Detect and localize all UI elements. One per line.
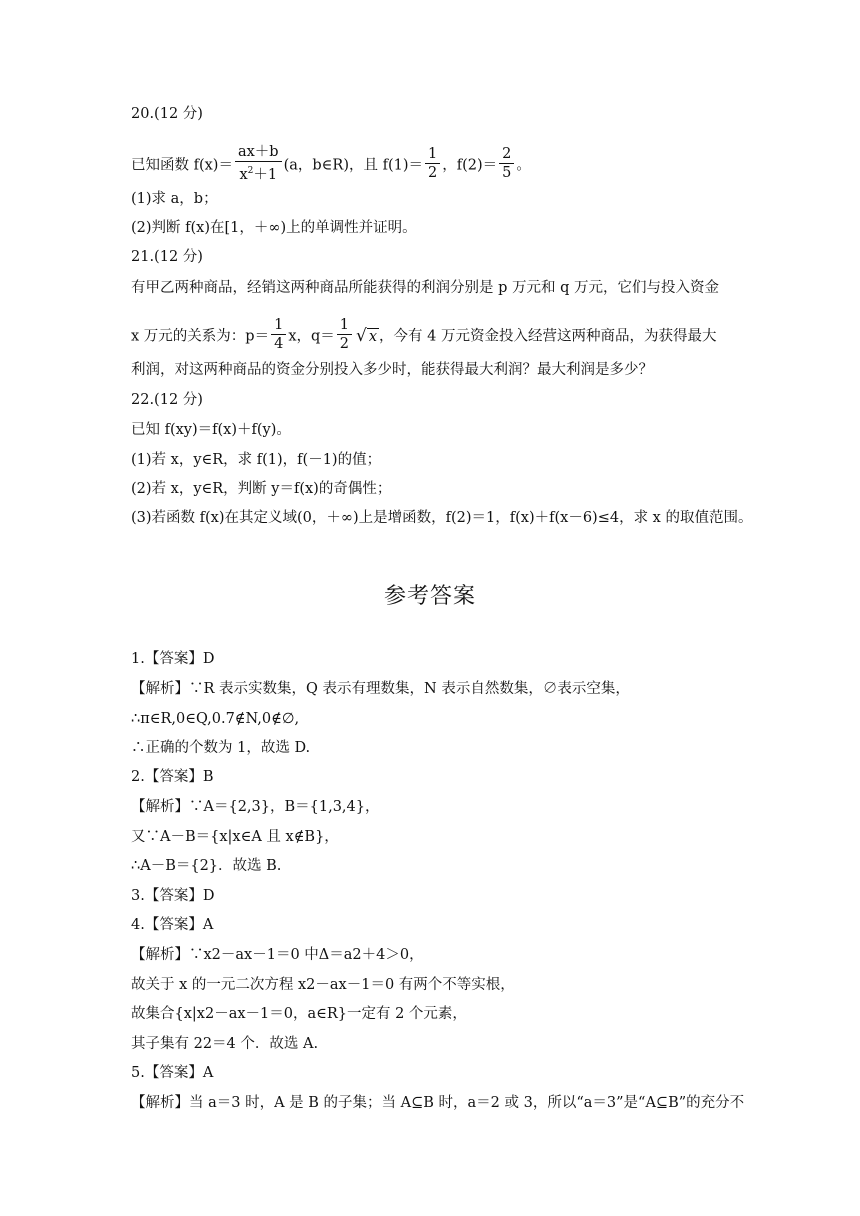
answer-line: 【解析】当 a＝3 时，A 是 B 的子集；当 A⊆B 时，a＝2 或 3，所以“a＝3”是“A⊆B”的充分不 [131,1095,745,1111]
answer-line: 5.【答案】A [131,1065,214,1081]
q21-sqrt [356,326,379,347]
q22-part3: (3)若函数 f(x)在其定义域(0，＋∞)上是增函数，f(2)＝1，f(x)＋f(x－6)≤4，求 x 的取值范围。 [131,510,753,526]
q21-q-num: 1 [337,316,352,335]
q20-given-end: 。 [516,157,531,174]
q21-header: 21.(12 分) [131,249,203,265]
q20-given-mid2: ，f(2)＝ [442,157,498,174]
q20-f1-fraction [425,145,440,182]
answer-line: 又∵A－B＝{x|x∈A 且 x∉B}， [131,829,339,845]
q20-part1: (1)求 a，b； [131,191,218,207]
answer-line: 【解析】∵x2－ax－1＝0 中Δ＝a2＋4＞0， [131,947,424,963]
q21-p-fraction [271,316,286,353]
q21-sqrt-arg: x [368,328,378,345]
q21-q-fraction [337,316,352,353]
q20-f2-num: 2 [499,145,514,164]
q20-given-mid: (a，b∈R)，且 f(1)＝ [283,157,423,174]
q20-function-fraction [235,143,282,184]
q20-given-prefix: 已知函数 f(x)＝ [131,157,233,174]
q20-frac-numerator: ax＋b [235,143,282,162]
q21-line2 [131,318,717,355]
q21-line1: 有甲乙两种商品，经销这两种商品所能获得的利润分别是 p 万元和 q 万元，它们与投入资金 [131,280,719,296]
q21-q-den: 2 [339,336,350,352]
q22-given: 已知 f(xy)＝f(x)＋f(y)。 [131,422,291,438]
answer-line: 故集合{x|x2－ax－1＝0，a∈R}一定有 2 个元素， [131,1006,467,1022]
q21-p-den: 4 [274,336,284,352]
q20-given [131,145,531,186]
answer-line: ∴A－B＝{2}．故选 B. [131,858,282,874]
answer-line: 【解析】∵A＝{2,3}，B＝{1,3,4}， [131,799,380,815]
answer-line: ∴正确的个数为 1，故选 D. [131,740,311,756]
q21-line2-mid: x，q＝ [288,328,335,345]
q22-part2: (2)若 x，y∈R，判断 y＝f(x)的奇偶性； [131,481,392,497]
q20-f1-den: 2 [428,164,438,181]
answer-line: 【解析】∵R 表示实数集，Q 表示有理数集，N 表示自然数集，∅表示空集， [131,681,630,697]
q21-p-num: 1 [271,316,286,335]
answer-line: 2.【答案】B [131,769,214,785]
q21-line2-prefix: x 万元的关系为：p＝ [131,328,270,345]
q21-line2-end: ，今有 4 万元资金投入经营这两种商品，为获得最大 [379,328,717,345]
q20-f2-fraction [499,145,514,182]
answers-title: 参考答案 [383,584,476,609]
q21-line3: 利润，对这两种商品的资金分别投入多少时，能获得最大利润？最大利润是多少？ [131,362,653,378]
q20-part2: (2)判断 f(x)在[1，＋∞)上的单调性并证明。 [131,220,417,236]
sqrt-symbol: √ [356,325,367,346]
q20-f2-den: 5 [502,164,512,181]
q20-header: 20.(12 分) [131,106,203,122]
q20-frac-denominator [235,162,282,184]
answer-line: 其子集有 22＝4 个．故选 A. [131,1036,319,1052]
answer-line: 1.【答案】D [131,651,215,667]
q20-den-exp: 2 [247,166,254,176]
q22-part1: (1)若 x，y∈R，求 f(1)，f(－1)的值； [131,452,382,468]
q20-den-tail: ＋1 [253,166,278,183]
answer-line: 故关于 x 的一元二次方程 x2－ax－1＝0 有两个不等实根， [131,977,515,993]
answer-line: 4.【答案】A [131,917,214,933]
answer-line: ∴π∈R,0∈Q,0.7∉N,0∉∅, [131,711,300,727]
q20-f1-num: 1 [425,145,440,164]
q22-header: 22.(12 分) [131,392,203,408]
answer-line: 3.【答案】D [131,888,215,904]
q20-den-base: x [239,166,248,183]
